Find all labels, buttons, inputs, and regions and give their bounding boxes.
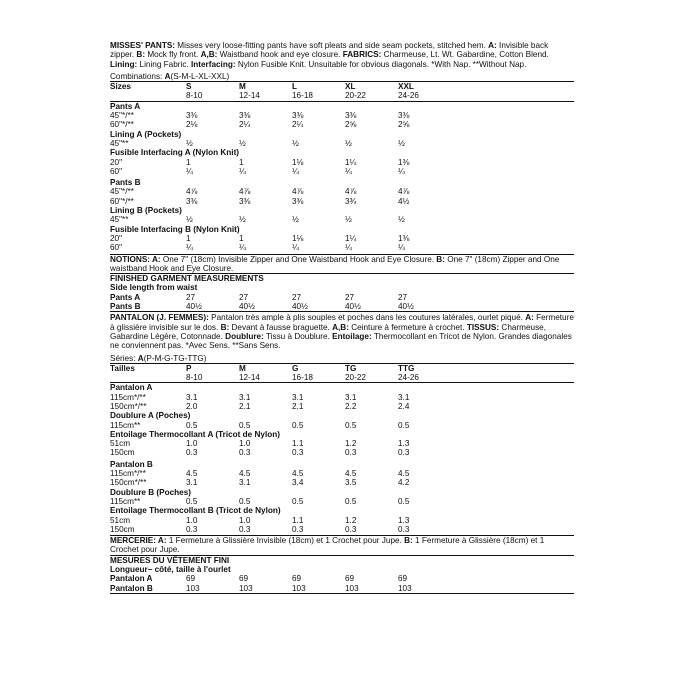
yardage-cell: ¼ xyxy=(239,243,246,253)
yardage-cell: 1 xyxy=(239,233,244,243)
size-range: 12-14 xyxy=(239,91,292,101)
yardage-cell: ½ xyxy=(186,215,193,225)
size-range: 16-18 xyxy=(292,373,345,383)
yardage-cell: 0.5 xyxy=(292,496,304,506)
intro-run: Thermocollant en Tricot de Nylon. Grandes diagonales ne conviennent pas. *Avec Sens. **Sans Sens. xyxy=(110,331,572,351)
finished-cell: 103 xyxy=(398,584,451,594)
section-heading: Lining A (Pockets) xyxy=(110,129,182,139)
intro-run: Waistband hook and eye closure. xyxy=(217,50,343,60)
section-heading: Fusible Interfacing B (Nylon Knit) xyxy=(110,224,240,234)
fabric-width: 60"*/** xyxy=(110,120,134,130)
yardage-cell: 1⅛ xyxy=(292,233,304,243)
yardage-cell: 1.2 xyxy=(345,439,357,449)
finished-cell: 69 xyxy=(292,574,302,584)
table-row xyxy=(110,574,574,583)
yardage-cell: 4⅞ xyxy=(239,187,251,197)
table-row xyxy=(110,393,574,402)
section-heading: Doublure A (Poches) xyxy=(110,411,191,421)
fabric-width: 60" xyxy=(110,166,123,176)
intro-run: Fermeture à glissière invisible sur le dos. xyxy=(110,313,574,332)
yardage-cell: 0.5 xyxy=(398,420,410,430)
yardage-cell: ¼ xyxy=(239,166,246,176)
fabric-width: 45"*/** xyxy=(110,187,134,197)
section-heading: Lining B (Pockets) xyxy=(110,206,182,216)
yardage-cell: 3.1 xyxy=(239,478,251,488)
section-heading-row xyxy=(110,178,574,187)
finished-title: MESURES DU VÊTEMENT FINI xyxy=(110,555,574,565)
finished-cell: 103 xyxy=(186,584,239,594)
yardage-cell: ¼ xyxy=(186,243,193,253)
intro-run: Interfacing: xyxy=(190,59,236,69)
yardage-cell: 4.2 xyxy=(398,478,410,488)
intro-run: Pantalon très ample à plis souples et poches dans les coutures latérales, ourlet piqué. xyxy=(208,313,526,323)
fabric-width: 115cm*/** xyxy=(110,392,146,402)
finished-cell: 40½ xyxy=(292,302,345,312)
yardage-cell: 0.3 xyxy=(292,524,304,534)
table-row xyxy=(110,197,574,206)
yardage-cell: 3.1 xyxy=(398,392,410,402)
intro-run: Charmeuse, Gabardine Légère, Cotonnade. xyxy=(110,322,546,341)
yardage-cell: 0.5 xyxy=(292,420,304,430)
finished-table xyxy=(110,574,574,594)
size-name: XL xyxy=(345,82,398,92)
size-range: 24-26 xyxy=(398,373,451,383)
intro-run: Lining: xyxy=(110,59,138,69)
yardage-cell: 1¼ xyxy=(345,157,357,167)
yardage-cell: 0.3 xyxy=(345,448,357,458)
yardage-cell: ½ xyxy=(398,138,405,148)
intro-run: A,B: xyxy=(200,50,218,60)
yardage-cell: 2.1 xyxy=(292,401,304,411)
yardage-cell: ¼ xyxy=(345,166,352,176)
fabric-width: 150cm*/** xyxy=(110,401,147,411)
notions-run: One 7" (18cm) Zipper and One waistband Hook and Eye Closure. xyxy=(110,254,560,273)
section-heading: Pants A xyxy=(110,101,141,111)
fabric-width: 51cm xyxy=(110,439,131,449)
yardage-cell: ½ xyxy=(292,215,299,225)
yardage-cell: 4.5 xyxy=(345,469,357,479)
table-row xyxy=(110,187,574,196)
fabric-width: 51cm xyxy=(110,515,131,525)
yardage-cell: 2⅝ xyxy=(345,120,357,130)
yardage-cell: 2¼ xyxy=(239,120,251,130)
table-row xyxy=(110,167,574,176)
section-heading: Fusible Interfacing A (Nylon Knit) xyxy=(110,148,240,158)
yardage-cell: ½ xyxy=(292,138,299,148)
yardage-cell: 1⅜ xyxy=(398,157,410,167)
yardage-cell: ½ xyxy=(345,138,352,148)
size-range: 8-10 xyxy=(186,91,239,101)
size-range: 8-10 xyxy=(186,373,239,383)
size-header-row xyxy=(110,363,574,373)
yardage-cell: 4⅞ xyxy=(345,187,357,197)
yardage-cell: ¼ xyxy=(292,166,299,176)
yardage-cell: 2.0 xyxy=(186,401,198,411)
intro-run: A,B: xyxy=(332,322,349,332)
section-heading: Pantalon A xyxy=(110,383,153,393)
english-section xyxy=(110,41,574,312)
yardage-cell: ½ xyxy=(345,215,352,225)
finished-cell: 40½ xyxy=(239,302,292,312)
table-row xyxy=(110,402,574,411)
size-name: TG xyxy=(345,363,398,373)
yardage-cell: 3⅜ xyxy=(398,111,410,121)
yardage-cell: 3.1 xyxy=(345,392,357,402)
notions-run: 1 Fermeture à Glissière (18cm) et 1 Crochet pour Jupe. xyxy=(110,536,545,555)
section-heading-row xyxy=(110,130,574,139)
yardage-cell: 1 xyxy=(239,157,244,167)
table-row xyxy=(110,158,574,167)
combinations-line: Séries: A(P-M-G-TG-TTG) xyxy=(110,353,207,363)
size-name: S xyxy=(186,82,239,92)
yardage-cell: ¼ xyxy=(398,243,405,253)
yardage-table xyxy=(110,363,574,534)
yardage-cell: 3.1 xyxy=(239,392,251,402)
size-range: 16-18 xyxy=(292,91,345,101)
yardage-cell: 2¼ xyxy=(292,120,304,130)
finished-cell: 69 xyxy=(239,574,249,584)
size-range-row xyxy=(110,373,574,383)
intro-run: Ceinture à fermeture à crochet. xyxy=(348,322,467,332)
finished-cell: 27 xyxy=(239,292,249,302)
section-heading: Entoilage Thermocollant A (Tricot de Nylon) xyxy=(110,429,280,439)
table-row xyxy=(110,293,574,302)
yardage-cell: 4.5 xyxy=(186,469,198,479)
yardage-cell: ¼ xyxy=(398,166,405,176)
yardage-cell: 2.1 xyxy=(239,401,251,411)
notions-run: NOTIONS: A: xyxy=(110,254,161,264)
yardage-cell: 3.5 xyxy=(345,478,357,488)
size-name: P xyxy=(186,363,239,373)
garment-description xyxy=(110,313,574,350)
finished-cell: 40½ xyxy=(398,302,451,312)
intro-run: PANTALON (J. FEMMES): xyxy=(110,313,209,323)
yardage-cell: 0.5 xyxy=(186,496,198,506)
fabric-width: 45"** xyxy=(110,138,129,148)
yardage-cell: ¼ xyxy=(292,243,299,253)
yardage-cell: 1.2 xyxy=(345,515,357,525)
finished-cell: 103 xyxy=(345,584,398,594)
finished-cell: 103 xyxy=(292,584,345,594)
section-heading-row xyxy=(110,383,574,393)
finished-table xyxy=(110,293,574,313)
table-row xyxy=(110,421,574,430)
intro-run: Entoilage: xyxy=(332,331,372,341)
yardage-cell: 0.3 xyxy=(186,448,198,458)
section-heading-row xyxy=(110,101,574,111)
table-row xyxy=(110,469,574,478)
intro-run: Lining Fabric. xyxy=(137,59,191,69)
french-section xyxy=(110,313,574,594)
finished-label: Pants B xyxy=(110,302,186,312)
yardage-cell: ½ xyxy=(186,138,193,148)
size-range: 20-22 xyxy=(345,91,398,101)
fabric-width: 150cm*/** xyxy=(110,478,147,488)
yardage-cell: 4⅞ xyxy=(292,187,304,197)
section-heading-row xyxy=(110,411,574,420)
intro-run: B: xyxy=(136,50,146,60)
notions-text xyxy=(110,536,574,555)
finished-label: Pantalon B xyxy=(110,584,186,594)
yardage-cell: 4.5 xyxy=(239,469,251,479)
yardage-cell: 4⅞ xyxy=(398,187,410,197)
finished-cell: 69 xyxy=(345,574,355,584)
yardage-cell: ¼ xyxy=(345,243,352,253)
yardage-cell: ¼ xyxy=(186,166,193,176)
size-header-label: Tailles xyxy=(110,363,186,373)
size-range-row xyxy=(110,91,574,101)
intro-run: Devant à fausse braguette. xyxy=(229,322,333,332)
yardage-cell: 2.2 xyxy=(345,401,357,411)
fabric-width: 150cm xyxy=(110,524,135,534)
yardage-cell: 4⅞ xyxy=(186,187,198,197)
yardage-cell: 0.3 xyxy=(398,524,410,534)
intro-run: Misses very loose-fitting pants have soft pleats and side seam pockets, stitched hem. xyxy=(175,41,489,50)
table-row xyxy=(110,525,574,534)
intro-run: MISSES' PANTS: xyxy=(110,41,176,50)
finished-cell: 69 xyxy=(186,574,196,584)
size-header-label: Sizes xyxy=(110,82,186,92)
combinations-line: Combinations: A(S-M-L-XL-XXL) xyxy=(110,71,230,81)
yardage-cell: 1.1 xyxy=(292,515,304,525)
finished-cell: 40½ xyxy=(345,302,398,312)
finished-cell: 27 xyxy=(398,292,408,302)
yardage-cell: 1.0 xyxy=(186,515,198,525)
table-row xyxy=(110,439,574,448)
notions-run: 1 Fermeture à Glissière Invisible (18cm) et 1 Crochet pour Jupe. xyxy=(166,536,405,546)
size-name: TTG xyxy=(398,363,451,373)
intro-run: Tissu à Doublure. xyxy=(263,331,333,341)
yardage-cell: 3⅜ xyxy=(292,196,304,206)
garment-description xyxy=(110,41,574,69)
intro-run: FABRICS: xyxy=(342,50,382,60)
table-row xyxy=(110,111,574,120)
section-heading-row xyxy=(110,460,574,469)
yardage-cell: 0.3 xyxy=(345,524,357,534)
yardage-cell: 3⅜ xyxy=(345,111,357,121)
yardage-cell: 3⅜ xyxy=(239,111,251,121)
size-range: 24-26 xyxy=(398,91,451,101)
yardage-cell: 1 xyxy=(186,157,191,167)
notions-run: B: xyxy=(436,254,445,264)
yardage-cell: 3.1 xyxy=(292,392,304,402)
yardage-cell: 0.3 xyxy=(398,448,410,458)
section-heading-row xyxy=(110,430,574,439)
section-heading-row xyxy=(110,488,574,497)
yardage-cell: 0.5 xyxy=(398,496,410,506)
size-range: 20-22 xyxy=(345,373,398,383)
yardage-cell: 0.5 xyxy=(239,420,251,430)
finished-subtitle: Side length from waist xyxy=(110,283,198,293)
section-heading: Pantalon B xyxy=(110,459,153,469)
yardage-cell: 0.3 xyxy=(239,448,251,458)
yardage-cell: 1.1 xyxy=(292,439,304,449)
yardage-cell: 4½ xyxy=(398,196,410,206)
finished-cell: 27 xyxy=(345,292,355,302)
size-header-row xyxy=(110,82,574,92)
table-row xyxy=(110,302,574,312)
yardage-cell: 1.0 xyxy=(239,515,251,525)
yardage-cell: 3⅜ xyxy=(239,196,251,206)
section-heading-row xyxy=(110,506,574,515)
section-heading-row xyxy=(110,225,574,234)
yardage-cell: 0.3 xyxy=(239,524,251,534)
intro-run: B: xyxy=(220,322,230,332)
section-heading-row xyxy=(110,206,574,215)
size-name: XXL xyxy=(398,82,451,92)
fabric-width: 115cm*/** xyxy=(110,469,146,479)
yardage-cell: 0.5 xyxy=(345,496,357,506)
yardage-cell: 1.0 xyxy=(186,439,198,449)
fabric-width: 20" xyxy=(110,157,123,167)
table-row xyxy=(110,516,574,525)
table-row xyxy=(110,215,574,224)
table-row xyxy=(110,243,574,252)
intro-run: TISSUS: xyxy=(466,322,500,332)
intro-run: Nylon Fusible Knit. Unsuitable for obvious diagonals. *With Nap. **Without Nap. xyxy=(235,59,527,69)
section-heading-row xyxy=(110,148,574,157)
notions-run: One 7" (18cm) Invisible Zipper and One Waistband Hook and Eye Closure. xyxy=(160,254,437,264)
finished-cell: 40½ xyxy=(186,302,239,312)
yardage-cell: 0.3 xyxy=(186,524,198,534)
intro-run: Doublure: xyxy=(225,331,264,341)
yardage-cell: 4.5 xyxy=(398,469,410,479)
yardage-cell: 2⅛ xyxy=(186,120,198,130)
yardage-cell: 3⅜ xyxy=(186,196,198,206)
yardage-cell: 4.5 xyxy=(292,469,304,479)
table-row xyxy=(110,139,574,148)
pattern-envelope-back xyxy=(110,41,574,594)
yardage-cell: 1¼ xyxy=(345,233,357,243)
finished-label: Pantalon A xyxy=(110,574,153,584)
yardage-cell: ½ xyxy=(398,215,405,225)
yardage-cell: 0.5 xyxy=(345,420,357,430)
yardage-cell: 2.4 xyxy=(398,401,410,411)
yardage-cell: 3¾ xyxy=(345,196,357,206)
yardage-cell: ½ xyxy=(239,138,246,148)
fabric-width: 60"*/** xyxy=(110,196,134,206)
yardage-cell: 1.3 xyxy=(398,515,410,525)
table-row xyxy=(110,120,574,129)
fabric-width: 150cm xyxy=(110,448,135,458)
yardage-cell: 0.5 xyxy=(239,496,251,506)
finished-cell: 27 xyxy=(186,292,196,302)
yardage-cell: 3⅜ xyxy=(186,111,198,121)
section-heading: Pants B xyxy=(110,178,141,188)
yardage-cell: 1 xyxy=(186,233,191,243)
finished-cell: 69 xyxy=(398,574,408,584)
size-name: G xyxy=(292,363,345,373)
table-row xyxy=(110,497,574,506)
finished-label: Pants A xyxy=(110,292,141,302)
fabric-width: 115cm** xyxy=(110,420,141,430)
fabric-width: 60" xyxy=(110,243,123,253)
yardage-cell: 1.3 xyxy=(398,439,410,449)
intro-run: A: xyxy=(488,41,497,50)
intro-run: Mock fly front. xyxy=(145,50,201,60)
notions-run: MERCERIE: A: xyxy=(110,536,167,546)
yardage-cell: 2⅝ xyxy=(398,120,410,130)
intro-run: Invisible back zipper. xyxy=(110,41,549,60)
table-row xyxy=(110,234,574,243)
size-name: L xyxy=(292,82,345,92)
finished-cell: 103 xyxy=(239,584,292,594)
intro-run: Charmeuse, Lt. Wt. Gabardine, Cotton Blend. xyxy=(381,50,549,60)
notions-run: B: xyxy=(404,536,413,546)
yardage-cell: 3⅜ xyxy=(292,111,304,121)
finished-cell: 27 xyxy=(292,292,302,302)
fabric-width: 45"** xyxy=(110,215,129,225)
table-row xyxy=(110,478,574,487)
finished-title: FINISHED GARMENT MEASUREMENTS xyxy=(110,273,574,283)
intro-run: A: xyxy=(525,313,534,323)
table-row xyxy=(110,448,574,457)
yardage-cell: 3.4 xyxy=(292,478,304,488)
notions-text xyxy=(110,255,574,274)
yardage-cell: 3.1 xyxy=(186,392,198,402)
finished-subtitle: Longueur– côté, taille à l'ourlet xyxy=(110,565,231,575)
size-name: M xyxy=(239,82,292,92)
yardage-cell: 0.3 xyxy=(292,448,304,458)
fabric-width: 45"*/** xyxy=(110,111,134,121)
yardage-cell: 0.5 xyxy=(186,420,198,430)
section-heading: Doublure B (Poches) xyxy=(110,487,191,497)
table-row xyxy=(110,584,574,594)
yardage-table xyxy=(110,81,574,252)
yardage-cell: 3.1 xyxy=(186,478,198,488)
fabric-width: 115cm** xyxy=(110,496,141,506)
size-name: M xyxy=(239,363,292,373)
size-range: 12-14 xyxy=(239,373,292,383)
yardage-cell: 1⅜ xyxy=(398,233,410,243)
section-heading: Entoilage Thermocollant B (Tricot de Nylon) xyxy=(110,506,281,516)
yardage-cell: ½ xyxy=(239,215,246,225)
yardage-cell: 1⅛ xyxy=(292,157,304,167)
yardage-cell: 1.0 xyxy=(239,439,251,449)
fabric-width: 20" xyxy=(110,233,123,243)
